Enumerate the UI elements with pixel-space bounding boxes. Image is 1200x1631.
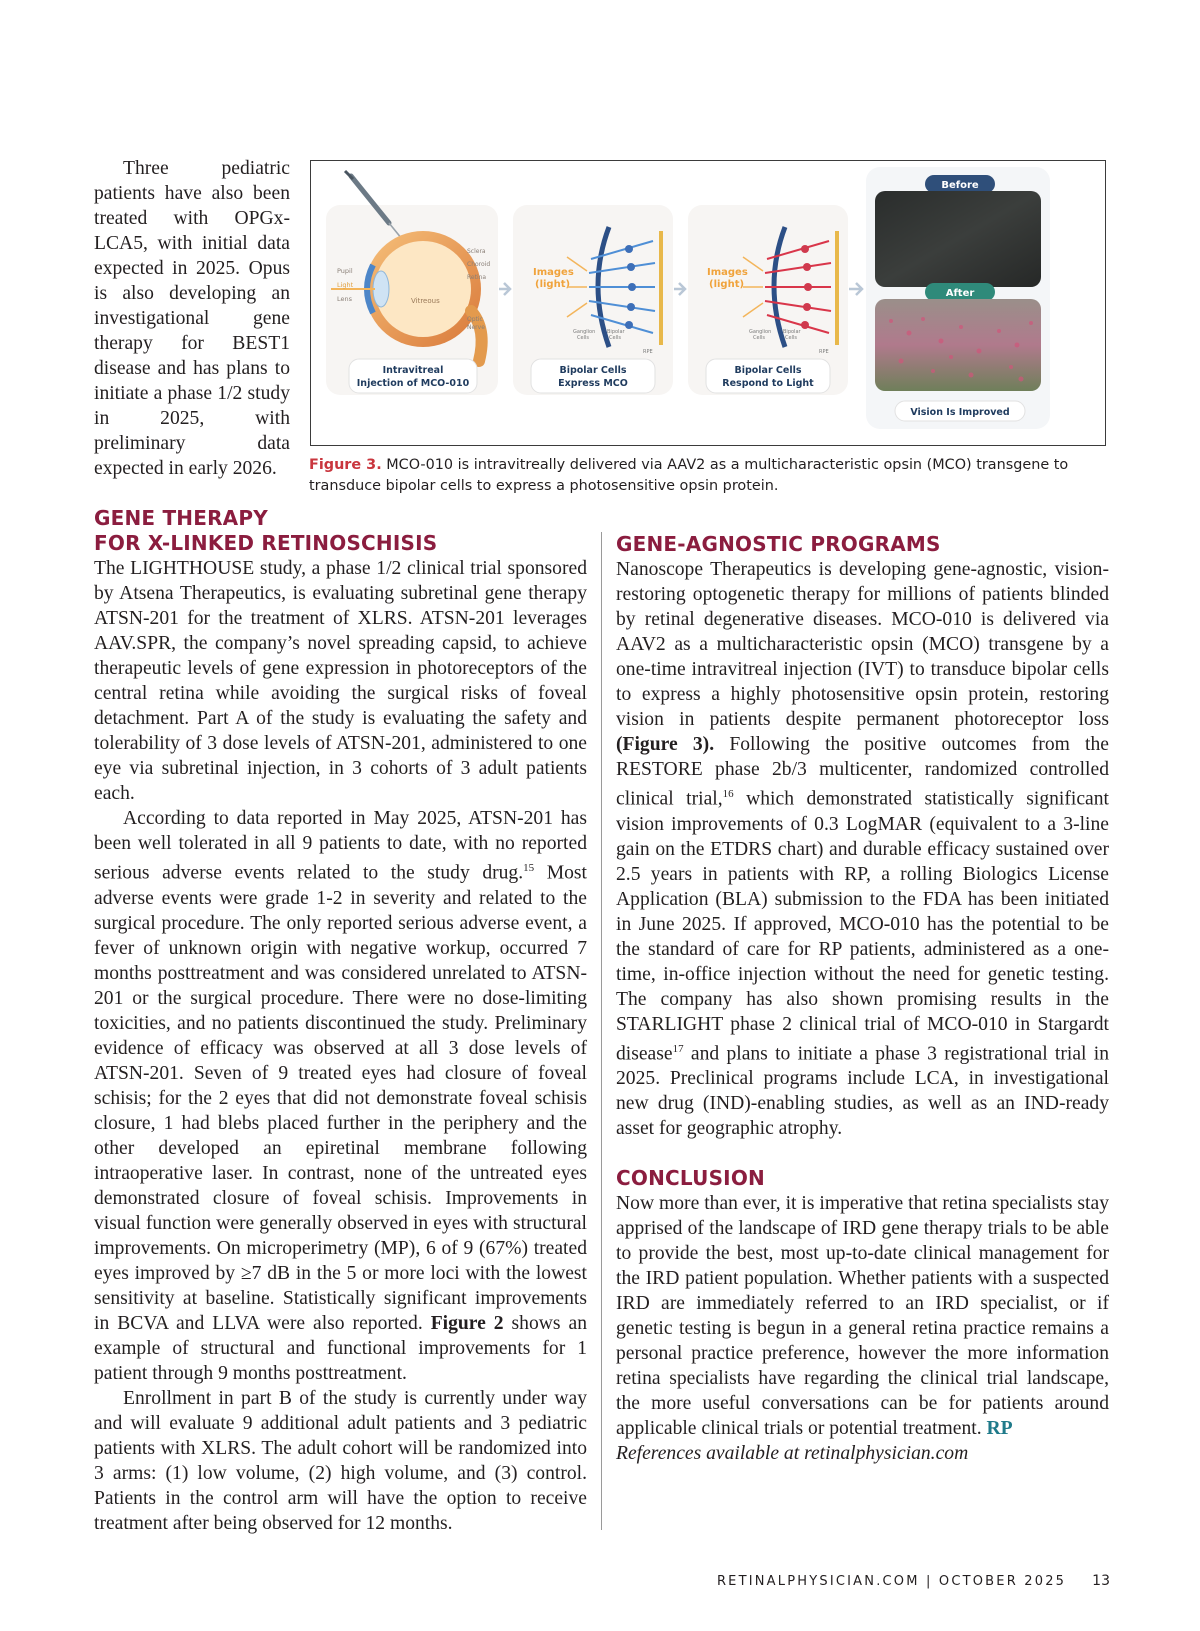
rp-end-mark: RP <box>986 1418 1013 1440</box>
label-vitreous: Vitreous <box>411 297 440 305</box>
label-ganglion-1: Ganglion <box>573 329 596 335</box>
before-image <box>875 191 1041 287</box>
label-sclera: Sclera <box>467 248 486 255</box>
label-choroid: Choroid <box>467 261 491 268</box>
label-cells-2: Cells <box>753 335 765 341</box>
panel2-label-line2: Express MCO <box>558 378 628 389</box>
figure-2-reference: Figure 2 <box>430 1312 504 1334</box>
section-heading-conclusion: CONCLUSION <box>616 1166 765 1191</box>
label-images-2: Images <box>707 267 748 278</box>
label-images-1: Images <box>533 267 574 278</box>
label-lens: Lens <box>337 295 353 303</box>
xlrs-paragraph-3: Enrollment in part B of the study is currently under way and will evaluate 9 additional adult patients and 3 pediatric patients with XLRS. The adult cohort will be randomized into 3 arms: (1) low volume, (2) high volume, and (3) control. Patients in the control arm will have the option to receive treatment after being observed for 12 months. <box>94 1387 587 1534</box>
label-rpe-2: RPE <box>819 349 829 355</box>
before-badge: Before <box>941 180 979 191</box>
label-cells-1: Cells <box>577 335 589 341</box>
page-number: 13 <box>1092 1573 1110 1589</box>
figure-3-reference: (Figure 3). <box>616 734 715 755</box>
page-footer <box>700 1573 1110 1589</box>
figure-3 <box>310 160 1106 446</box>
panel1-label-line2: Injection of MCO-010 <box>356 378 470 389</box>
figure-3-caption-label: Figure 3. <box>309 457 382 473</box>
figure-3-caption-text: MCO-010 is intravitreally delivered via AAV2 as a multicharacteristic opsin (MCO) transgene to transduce bipolar cells to express a photosensitive opsin protein. <box>309 457 1069 494</box>
panel1-label-line1: Intravitreal <box>382 365 444 376</box>
panel3-label-line1: Bipolar Cells <box>734 365 802 376</box>
panel2-label-line1: Bipolar Cells <box>559 365 627 376</box>
label-ganglion-2: Ganglion <box>749 329 772 335</box>
right-column <box>616 532 1109 1466</box>
conclusion-paragraph: Now more than ever, it is imperative that retina specialists stay apprised of the landscape of IRD gene therapy trials to be able to provide the best, most up-to-date clinical management for the IRD patient population. Whether patients with a suspected IRD are immediately referred to an IRD specialist, or if genetic testing is begun in a general retina practice remains a personal practice preference, however the more information retina specialists have regarding the clinical trial landscape, the more useful conversations can be for patients around applicable clinical trials or potential treatment. RP <box>616 1193 1109 1440</box>
section-heading-xlrs-line1: GENE THERAPY <box>94 506 268 530</box>
label-light-1: (light) <box>535 279 571 290</box>
column-divider <box>601 532 602 1530</box>
label-light: Light <box>337 281 354 289</box>
label-retina: Retina <box>467 274 487 281</box>
references-note: References available at retinalphysician.com <box>616 1443 969 1465</box>
section-heading-xlrs-line2: FOR X-LINKED RETINOSCHISIS <box>94 531 438 555</box>
label-light-2: (light) <box>709 279 745 290</box>
arrow-icon <box>499 283 510 295</box>
label-rpe-1: RPE <box>643 349 653 355</box>
arrow-icon <box>849 283 862 295</box>
citation-16: 16 <box>722 788 734 800</box>
citation-15: 15 <box>523 862 535 874</box>
left-column <box>94 506 587 1536</box>
intro-column <box>94 156 290 481</box>
panel3-label-line2: Respond to Light <box>722 378 814 389</box>
citation-17: 17 <box>672 1042 684 1055</box>
after-badge: After <box>945 288 975 299</box>
label-cells-2b: Cells <box>785 335 797 341</box>
label-bipolar-1: Bipolar <box>607 329 625 335</box>
figure-3-illustration <box>311 161 1104 444</box>
intro-paragraph: Three pediatric patients have also been treated with OPGx-LCA5, with initial data expected in 2025. Opus is also developing an investigational gene therapy for BEST1 disease and has plans to initiate a phase 1/2 study in 2025, with preliminary data expected in early 2026. <box>94 158 290 479</box>
xlrs-paragraph-2: According to data reported in May 2025, ATSN-201 has been well tolerated in all 9 patients to date, with no reported serious adverse events related to the study drug.$^{15}$ Most adverse events were grade 1-2 in severity and related to the surgical procedure. The only reported serious adverse event, a fever of unknown origin with negative workup, occurred 7 months posttreatment and was considered unrelated to ATSN-201 or the surgical procedure. There were no dose-limiting toxicities, and no patients discontinued the study. Preliminary evidence of efficacy was observed at all 3 dose levels of ATSN-201. Seven of 9 treated eyes had closure of foveal schisis; for the 2 eyes that did not demonstrate foveal schisis closure, 1 had blebs placed further in the periphery and the other developed an epiretinal membrane following intraoperative laser. In contrast, none of the untreated eyes demonstrated closure of foveal schisis. Improvements in visual function were generally observed in eyes with structural improvements. On microperimetry (MP), 6 of 9 (67%) treated eyes improved by ≥7 dB in the 5 or more loci with the lowest sensitivity at baseline. Statistically significant improvements in BCVA and LLVA were also reported. Figure 2 shows an example of structural and functional improvements for 1 patient through 9 months posttreatment. <box>94 808 587 1384</box>
label-cells-1b: Cells <box>609 335 621 341</box>
section-heading-gene-agnostic: GENE-AGNOSTIC PROGRAMS <box>616 532 941 556</box>
gene-agnostic-paragraph: Nanoscope Therapeutics is developing gene-agnostic, vision-restoring optogenetic therapy for millions of patients blinded by retinal degenerative diseases. MCO-010 is delivered via AAV2 as a multicharacteristic opsin (MCO) transgene by a one-time intravitreal injection (IVT) to transduce bipolar cells to express a highly photosensitive opsin protein, restoring vision in patients despite permanent photoreceptor loss (Figure 3). Following the positive outcomes from the RESTORE phase 2b/3 multicenter, randomized controlled clinical trial,$^{16}$ which demonstrated statistically significant vision improvements of 0.3 LogMAR (equivalent to a 3-line gain on the ETDRS chart) and durable efficacy sustained over 2.5 years in patients with RP, a rolling Biologics License Application (BLA) submission to the FDA has been initiated in June 2025. If approved, MCO-010 has the potential to be the standard of care for RP patients, administered as a one-time, in-office injection without the need for genetic testing. The company has also shown promising results in the STARLIGHT phase 2 clinical trial of MCO-010 in Stargardt disease$^{17}$ and plans to initiate a phase 3 registrational trial in 2025. Preclinical programs include LCA, in investigational new drug (IND)-enabling studies, as well as an IND-ready asset for geographic atrophy. <box>616 559 1109 1140</box>
label-bipolar-2: Bipolar <box>783 329 801 335</box>
label-optic: Optic <box>467 316 483 323</box>
arrow-icon <box>674 283 685 295</box>
vision-improved-label: Vision Is Improved <box>910 407 1010 418</box>
label-nerve: Nerve <box>467 324 485 331</box>
xlrs-paragraph-1: The LIGHTHOUSE study, a phase 1/2 clinical trial sponsored by Atsena Therapeutics, is evaluating subretinal gene therapy ATSN-201 for the treatment of XLRS. ATSN-201 leverages AAV.SPR, the company’s novel spreading capsid, to achieve therapeutic levels of gene expression in photoreceptors of the central retina while avoiding the surgical risks of foveal detachment. Part A of the study is evaluating the safety and tolerability of 3 dose levels of ATSN-201, administered to one eye via subretinal injection, in 3 cohorts of 3 adult patients each. <box>94 558 587 804</box>
publication-info: RETINALPHYSICIAN.COM | OCTOBER 2025 <box>716 1574 1067 1589</box>
label-pupil: Pupil <box>337 267 353 275</box>
figure-3-caption <box>309 455 1109 497</box>
